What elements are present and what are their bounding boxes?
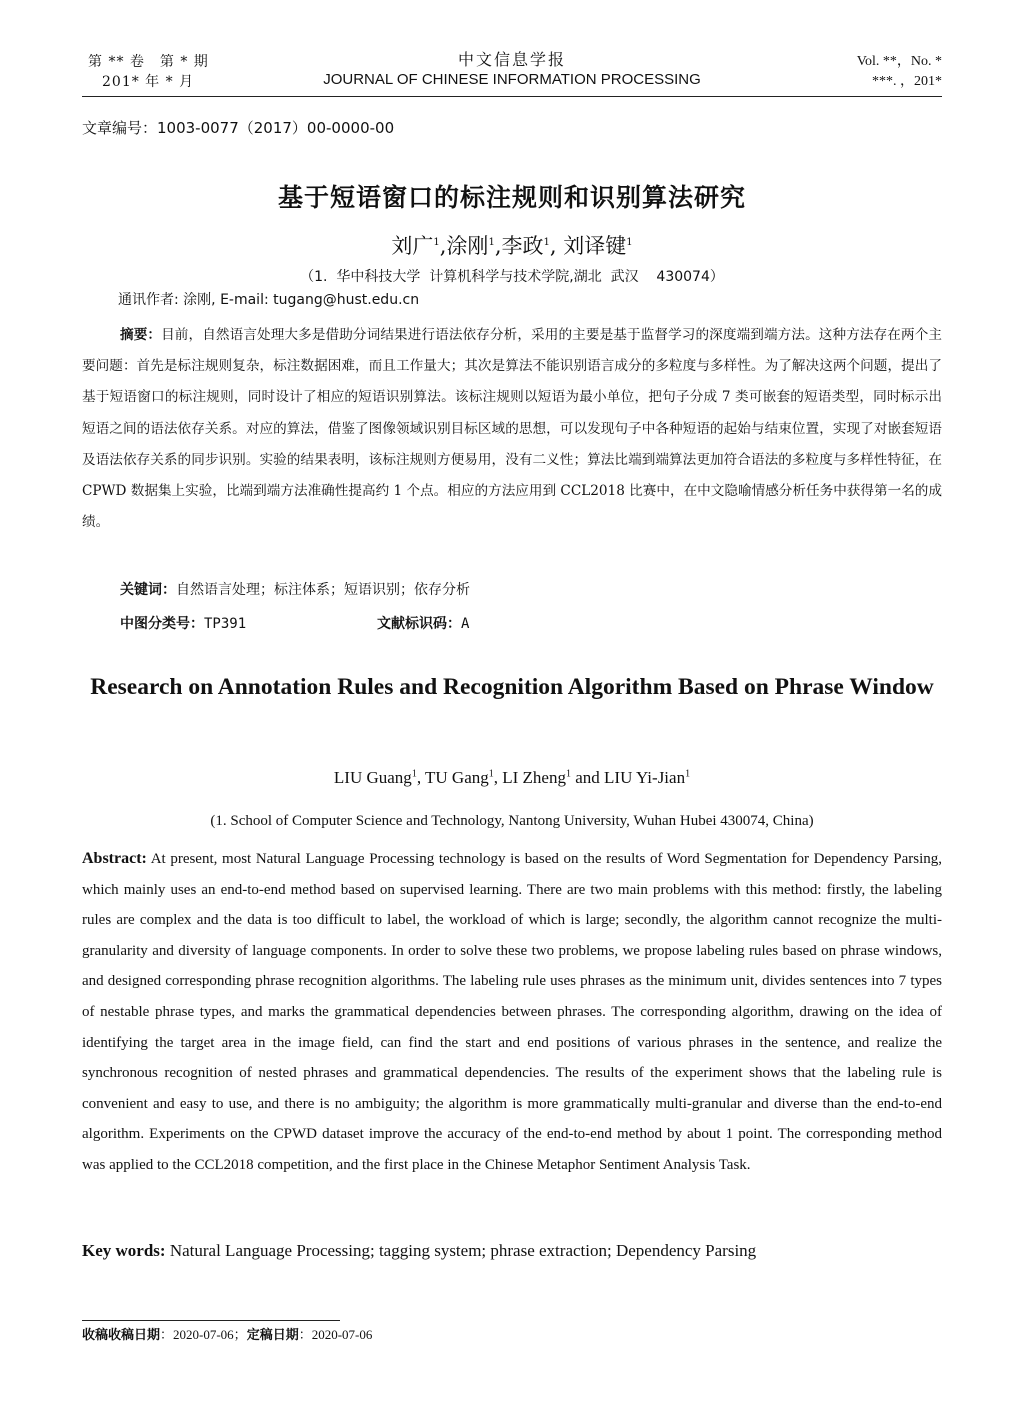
author-separator: , bbox=[416, 768, 426, 787]
abstract-en-text: At present, most Natural Language Processing technology is based on the results of Word Segmentation for Dependency Parsing, which mainly uses an end-to-end method based on supervised learning. There are two main problems with this method: firstly, the labeling rules are complex and the data is too difficult to label, the workload of which is large; secondly, the algorithm cannot recognize the multi-granularity and diversity of language components. In order to solve these two problems, we propose labeling rules based on phrase windows, and designed corresponding phrase recognition algorithms. The labeling rule uses phrases as the minimum unit, divides sentences into 7 types of nestable phrase types, and marks the grammatical dependencies between phrases. The corresponding algorithm, drawing on the idea of identifying the target area in the image field, can find the start and end positions of various phrases in the sentence, and realize the synchronous recognition of nested phrases and grammatical dependencies. The results of the experiment shows that the labeling rule is convenient and easy to use, and there is no ambiguity; the algorithm is more grammatically multi-granular and diverse than the end-to-end algorithm. Experiments on the CPWD dataset improve the accuracy of the end-to-end method by about 1 point. The corresponding method was applied to the CCL2018 competition, and the first place in the Chinese Metaphor Sentiment Analysis Task. bbox=[82, 851, 942, 1173]
footnote-dates bbox=[82, 1324, 372, 1343]
abstract-en bbox=[82, 844, 942, 1181]
doc-code-value: A bbox=[461, 616, 470, 632]
keywords-cn-label: 关键词： bbox=[120, 582, 176, 598]
header-date: ***. ，201* bbox=[872, 74, 942, 89]
corresponding-author: 通讯作者: 涂刚, E-mail: tugang@hust.edu.cn bbox=[118, 292, 420, 308]
header-vol-no: Vol. **，No. * bbox=[856, 54, 942, 69]
abstract-en-label: Abstract: bbox=[82, 850, 147, 867]
header-year-month: 201* 年 * 月 bbox=[102, 74, 195, 90]
document-code bbox=[377, 613, 469, 633]
clc-value: TP391 bbox=[204, 616, 247, 632]
author-name: LIU Yi-Jian bbox=[604, 768, 686, 787]
author-name: 刘广 bbox=[391, 234, 434, 258]
author-affil-mark: 1 bbox=[433, 237, 440, 248]
keywords-cn bbox=[120, 579, 470, 599]
author-separator: and bbox=[570, 768, 605, 787]
affiliation-en: (1. School of Computer Science and Technology, Nantong University, Wuhan Hubei 430074, China) bbox=[210, 813, 814, 829]
author-affil-mark: 1 bbox=[626, 237, 633, 248]
author-name: 李政 bbox=[501, 234, 544, 258]
abstract-cn-text: 目前，自然语言处理大多是借助分词结果进行语法依存分析，采用的主要是基于监督学习的深度端到端方法。这种方法存在两个主要问题：首先是标注规则复杂，标注数据困难，而且工作量大；其次是算法不能识别语言成分的多粒度与多样性。为了解决这两个问题，提出了基于短语窗口的标注规则，同时设计了相应的短语识别算法。该标注规则以短语为最小单位，把句子分成 7 类可嵌套的短语类型，同时标示出短语之间的语法依存关系。对应的算法，借鉴了图像领域识别目标区域的思想，可以发现句子中各种短语的起始与结束位置，实现了对嵌套短语及语法依存关系的同步识别。实验的结果表明，该标注规则方便易用，没有二义性；算法比端到端算法更加符合语法的多粒度与多样性特征，在 CPWD 数据集上实验，比端到端方法准确性提高约 1 个点。相应的方法应用到 CCL2018 比赛中，在中文隐喻情感分析任务中获得第一名的成绩。 bbox=[82, 327, 942, 531]
final-value: ：2020-07-06 bbox=[298, 1327, 373, 1342]
keywords-en-text: Natural Language Processing; tagging system; phrase extraction; Dependency Parsing bbox=[169, 1241, 757, 1260]
received-label: 收稿收稿日期 bbox=[82, 1328, 161, 1343]
doc-code-label: 文献标识码： bbox=[377, 616, 461, 632]
abstract-cn-label: 摘要： bbox=[120, 327, 162, 343]
author-list-cn: 刘广$^1$,涂刚$^1$,李政$^1$, 刘译键$^1$ bbox=[391, 234, 633, 258]
header-rule bbox=[82, 96, 942, 97]
author-name: LIU Guang bbox=[333, 768, 412, 787]
clc-label: 中图分类号： bbox=[120, 616, 204, 632]
author-name: 刘译键 bbox=[563, 234, 627, 258]
keywords-cn-text: 自然语言处理；标注体系；短语识别；依存分析 bbox=[176, 582, 470, 598]
journal-name-en: JOURNAL OF CHINESE INFORMATION PROCESSING bbox=[323, 71, 701, 88]
author-affil-mark: 1 bbox=[411, 768, 417, 780]
author-affil-mark: 1 bbox=[488, 237, 495, 248]
clc-number bbox=[120, 613, 246, 633]
header-volume-issue: 第 ** 卷 第 * 期 bbox=[88, 54, 209, 70]
author-affil-mark: 1 bbox=[488, 768, 494, 780]
journal-name-cn: 中文信息学报 bbox=[457, 50, 566, 69]
author-name: LI Zheng bbox=[502, 768, 566, 787]
paper-title-en: Research on Annotation Rules and Recognition Algorithm Based on Phrase Window bbox=[90, 674, 934, 700]
running-header-vol bbox=[857, 52, 942, 92]
footnote-rule bbox=[82, 1320, 340, 1321]
keywords-en bbox=[82, 1241, 756, 1261]
author-separator: , bbox=[493, 768, 503, 787]
author-affil-mark: 1 bbox=[565, 768, 571, 780]
author-name: TU Gang bbox=[425, 768, 489, 787]
keywords-en-label: Key words: bbox=[82, 1241, 166, 1260]
received-value: ：2020-07-06； bbox=[160, 1327, 247, 1342]
article-number: 文章编号：1003-0077（2017）00-0000-00 bbox=[82, 119, 395, 137]
author-list-en bbox=[0, 768, 1024, 788]
author-affil-mark: 1 bbox=[685, 768, 691, 780]
author-name: 涂刚 bbox=[446, 234, 489, 258]
final-label: 定稿日期 bbox=[246, 1328, 299, 1343]
abstract-cn bbox=[82, 320, 942, 538]
paper-title-cn: 基于短语窗口的标注规则和识别算法研究 bbox=[277, 183, 746, 212]
author-affil-mark: 1 bbox=[543, 237, 550, 248]
affiliation-cn: （1. 华中科技大学 计算机科学与技术学院,湖北 武汉 430074） bbox=[300, 269, 724, 285]
